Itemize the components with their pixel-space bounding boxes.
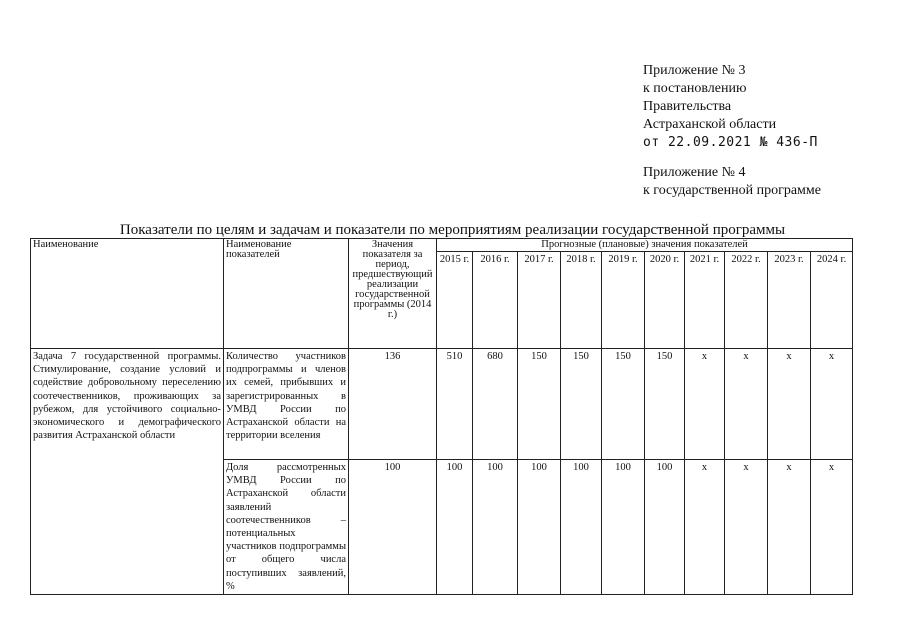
appendix-line-2: к постановлению bbox=[643, 81, 747, 96]
indicator-cell: Доля рассмотренных УМВД России по Астраханской области заявлений соотечественников – потенциальных участников подпрограммы от общего числа поступивших заявлений, % bbox=[224, 460, 349, 595]
header-forecast: Прогнозные (плановые) значения показателей bbox=[437, 239, 853, 252]
indicators-table bbox=[30, 238, 853, 595]
value-cell: 510 bbox=[437, 349, 473, 460]
value-cell: x bbox=[685, 349, 725, 460]
value-cell: 680 bbox=[473, 349, 518, 460]
value-cell: 100 bbox=[602, 460, 645, 595]
document-title: Показатели по целям и задачам и показатели по мероприятиям реализации государственной программы bbox=[119, 222, 786, 238]
appendix-line-7: к государственной программе bbox=[643, 183, 821, 198]
header-year: 2020 г. bbox=[645, 252, 685, 349]
header-year: 2016 г. bbox=[473, 252, 518, 349]
appendix-block bbox=[643, 62, 821, 200]
value-cell: x bbox=[725, 349, 768, 460]
header-year: 2023 г. bbox=[768, 252, 811, 349]
header-name: Наименование bbox=[31, 239, 224, 349]
header-year: 2017 г. bbox=[518, 252, 561, 349]
value-cell: x bbox=[811, 349, 853, 460]
value-cell: x bbox=[768, 349, 811, 460]
appendix-line-6: Приложение № 4 bbox=[643, 165, 746, 180]
value-cell: x bbox=[685, 460, 725, 595]
value-cell: 100 bbox=[518, 460, 561, 595]
header-year: 2019 г. bbox=[602, 252, 645, 349]
header-year: 2018 г. bbox=[561, 252, 602, 349]
appendix-date-line: от 22.09.2021 № 436-П bbox=[643, 135, 818, 150]
appendix-line-1: Приложение № 3 bbox=[643, 63, 746, 78]
header-year: 2024 г. bbox=[811, 252, 853, 349]
table-row bbox=[31, 349, 853, 460]
base-value-cell: 100 bbox=[349, 460, 437, 595]
value-cell: x bbox=[768, 460, 811, 595]
appendix-line-3: Правительства bbox=[643, 99, 732, 114]
header-year: 2022 г. bbox=[725, 252, 768, 349]
header-indicator: Наименование показателей bbox=[224, 239, 349, 349]
value-cell: 100 bbox=[561, 460, 602, 595]
value-cell: 100 bbox=[645, 460, 685, 595]
header-year: 2021 г. bbox=[685, 252, 725, 349]
value-cell: x bbox=[725, 460, 768, 595]
header-base-value: Значения показателя за период, предшествующий реализации государственной программы (2014 г.) bbox=[349, 239, 437, 349]
value-cell: x bbox=[811, 460, 853, 595]
base-value-cell: 136 bbox=[349, 349, 437, 460]
value-cell: 100 bbox=[473, 460, 518, 595]
task-cell: Задача 7 государственной программы. Стимулирование, создание условий и содействие добровольному переселению соотечественников, проживающих за рубежом, для устойчивого социально-экономического и демографического развития Астраханской области bbox=[31, 349, 224, 595]
header-year: 2015 г. bbox=[437, 252, 473, 349]
table-header-row bbox=[31, 239, 853, 252]
value-cell: 150 bbox=[645, 349, 685, 460]
value-cell: 150 bbox=[561, 349, 602, 460]
value-cell: 150 bbox=[602, 349, 645, 460]
value-cell: 100 bbox=[437, 460, 473, 595]
value-cell: 150 bbox=[518, 349, 561, 460]
indicator-cell: Количество участников подпрограммы и членов их семей, прибывших и зарегистрированных в УМВД России по Астраханской области на территории вселения bbox=[224, 349, 349, 460]
appendix-line-4: Астраханской области bbox=[643, 117, 777, 132]
